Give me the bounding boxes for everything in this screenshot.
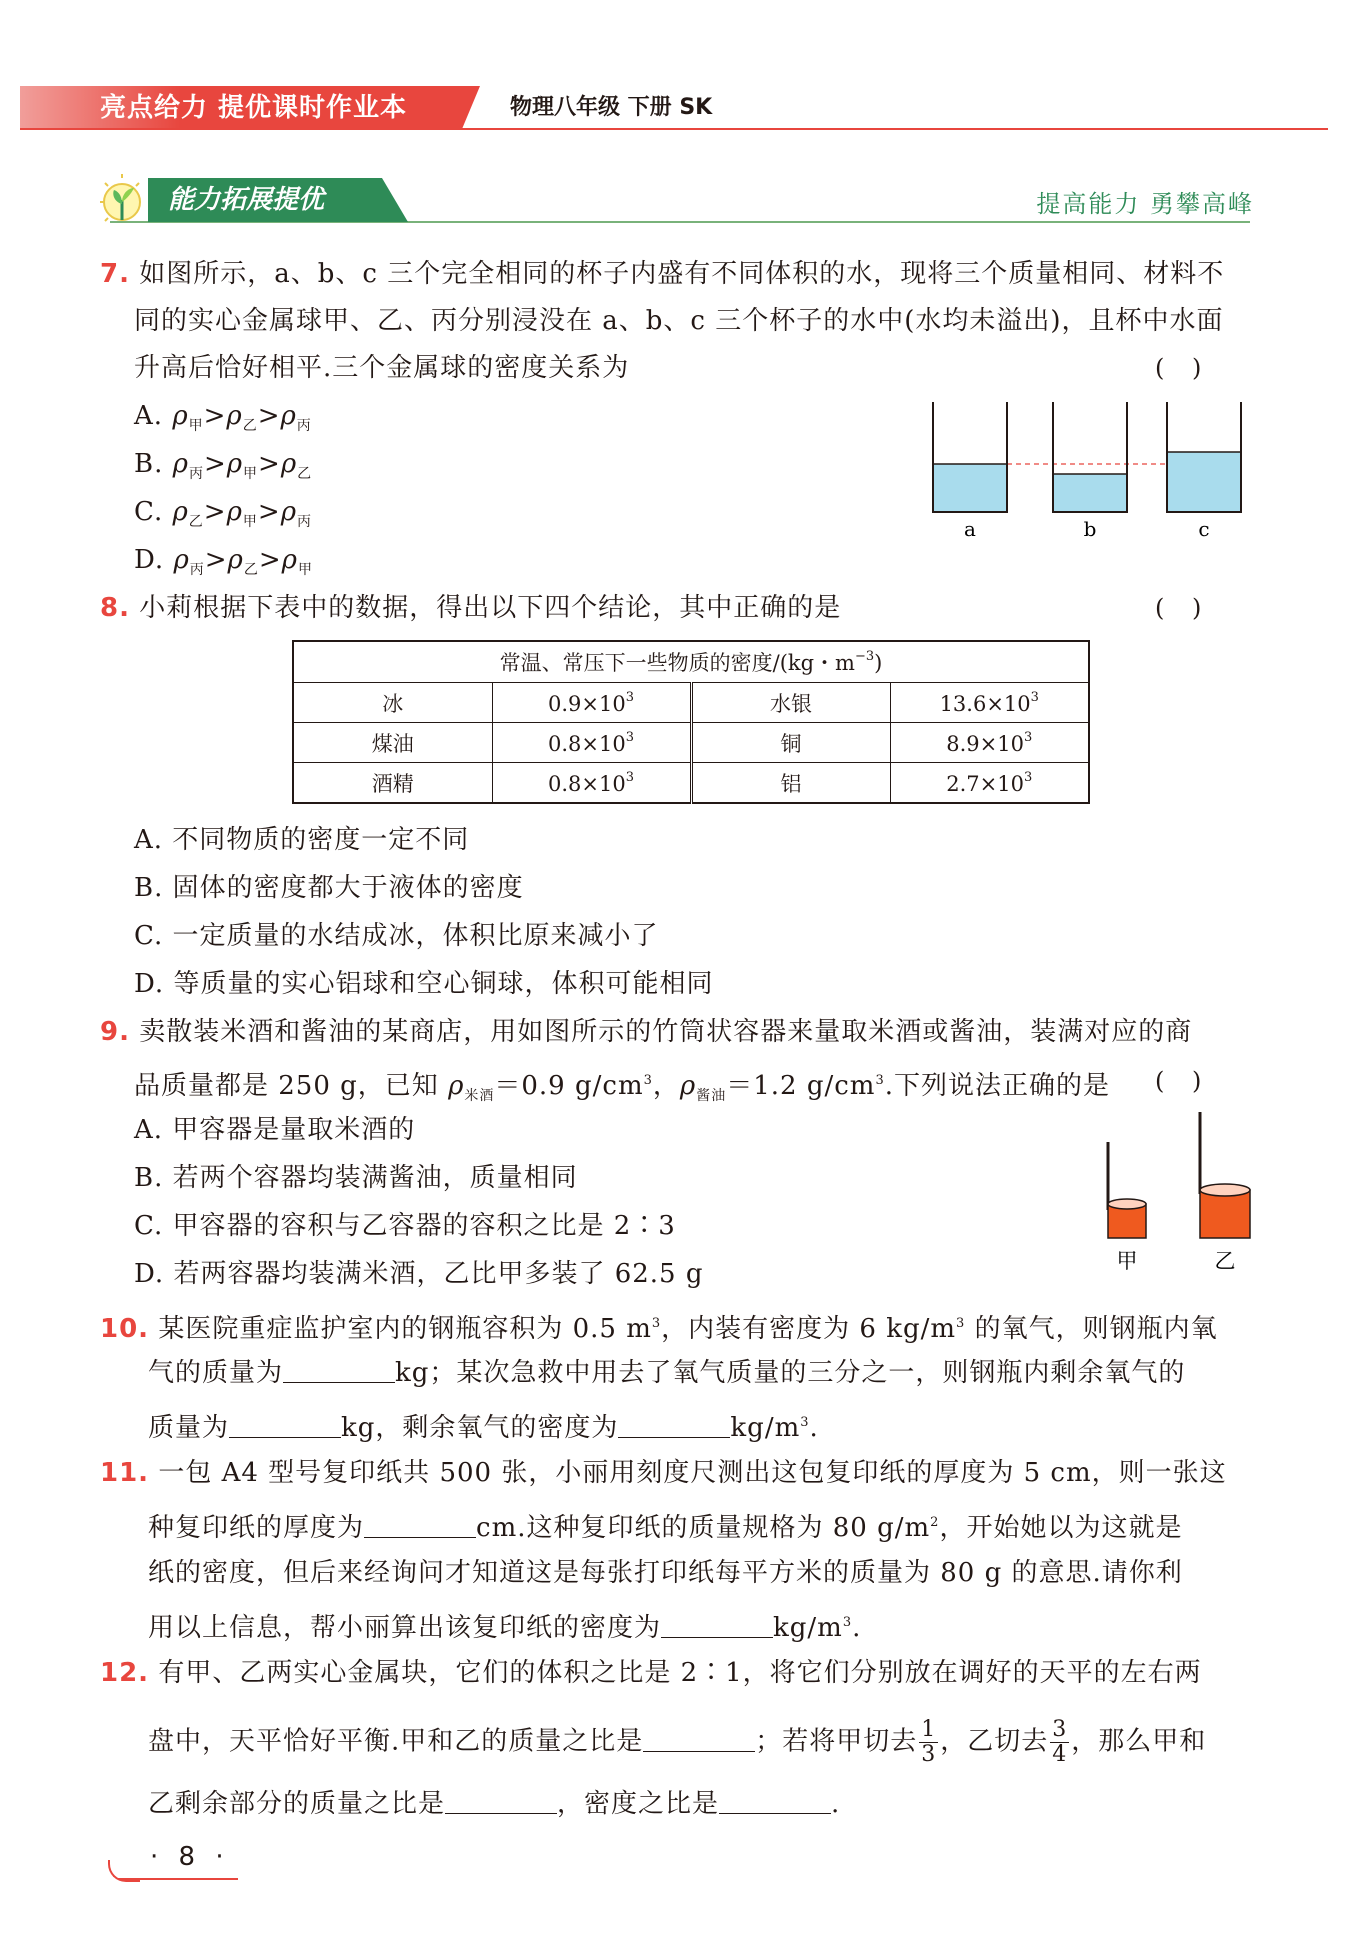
container-label-jia: 甲 (1116, 1249, 1138, 1273)
q7-line-1: 7. 如图所示，a、b、c 三个完全相同的杯子内盛有不同体积的水，现将三个质量相同、材料不 (100, 259, 1225, 289)
q12-number: 12. (100, 1658, 150, 1688)
cup-label-b: b (1083, 517, 1097, 541)
q10-blank-2[interactable] (229, 1413, 341, 1438)
q7-cups-figure (920, 398, 1250, 548)
q11-line-4: 用以上信息，帮小丽算出该复印纸的密度为 $kg/m^3$. (148, 1613, 862, 1643)
q7-option-d: D. $\rho_丙>\rho_乙>\rho_甲$ (134, 545, 313, 578)
q10-line-2: 气的质量为 kg；某次急救中用去了氧气质量的三分之一，则钢瓶内剩余氧气的 (148, 1358, 1186, 1388)
q9-option-b: B. 若两个容器均装满酱油，质量相同 (134, 1163, 578, 1193)
section-motto: 提高能力 勇攀高峰 (1036, 190, 1254, 218)
q11-number: 11. (100, 1458, 150, 1488)
q9-line-1: 9. 卖散装米酒和酱油的某商店，用如图所示的竹筒状容器来量取米酒或酱油，装满对应的商 (100, 1017, 1193, 1047)
q11-line-2: 种复印纸的厚度为 cm.这种复印纸的质量规格为 80 $g/m^2$，开始她以为这就是 (148, 1513, 1183, 1543)
q10-line-3: 质量为 kg，剩余氧气的密度为 $kg/m^3$. (148, 1413, 819, 1443)
q7-line-3: 升高后恰好相平.三个金属球的密度关系为 (134, 353, 630, 383)
section-title: 能力拓展提优 (168, 185, 325, 215)
q9-answer-paren: ( ) (1155, 1067, 1212, 1095)
q7-option-c: C. $\rho_乙>\rho_甲>\rho_丙$ (134, 497, 312, 530)
q12-line-2: 盘中，天平恰好平衡.甲和乙的质量之比是 ；若将甲切去 $\frac{1}{3}$ ，乙切去 $\frac{3}{4}$ ，那么甲和 (148, 1717, 1207, 1767)
header-rule (20, 128, 1328, 130)
series-title: 亮点给力 提优课时作业本 (100, 93, 408, 123)
q11-line-1: 11. 一包 A4 型号复印纸共 500 张，小丽用刻度尺测出这包复印纸的厚度为 5 cm，则一张这 (100, 1458, 1227, 1488)
table-row: 煤油 $0.8\times 10^3$ 铜 $8.9\times 10^3$ (293, 723, 1089, 763)
cup-a-water (933, 464, 1007, 512)
cup-label-a: a (964, 517, 976, 541)
q8-option-d: D. 等质量的实心铝球和空心铜球，体积可能相同 (134, 969, 714, 999)
container-label-yi: 乙 (1214, 1249, 1236, 1273)
sprout-icon (100, 174, 156, 230)
table-row: 冰 $0.9\times 10^3$ 水银 $13.6\times 10^3$ (293, 683, 1089, 723)
q9-option-c: C. 甲容器的容积与乙容器的容积之比是 2∶3 (134, 1211, 676, 1241)
fraction-one-third: $\frac{1}{3}$ (921, 1717, 937, 1767)
q9-number: 9. (100, 1017, 130, 1047)
q12-line-3: 乙剩余部分的质量之比是 ，密度之比是 . (148, 1789, 841, 1819)
cup-label-c: c (1198, 517, 1210, 541)
q11-line-3: 纸的密度，但后来经询问才知道这是每张打印纸每平方米的质量为 80 g 的意思.请你利 (148, 1558, 1183, 1588)
q7-option-b: B. $\rho_丙>\rho_甲>\rho_乙$ (134, 449, 313, 482)
table-row: 酒精 $0.8\times 10^3$ 铝 $2.7\times 10^3$ (293, 763, 1089, 804)
q10-blank-3[interactable] (618, 1413, 730, 1438)
q10-blank-1[interactable] (283, 1358, 395, 1383)
q9-option-a: A. 甲容器是量取米酒的 (134, 1115, 416, 1145)
cup-c-water (1167, 452, 1241, 512)
q9-line-2: 品质量都是 250 g，已知 $\rho_{米酒}=0.9$ $g/cm^3$，$\rho_{酱油}=1.2$ $g/cm^3$.下列说法正确的是 (134, 1071, 1110, 1104)
q8-answer-paren: ( ) (1155, 594, 1212, 622)
q8-number: 8. (100, 593, 130, 623)
q7-option-a: A. $\rho_甲>\rho_乙>\rho_丙$ (134, 401, 312, 434)
q12-blank-2[interactable] (445, 1789, 557, 1814)
q11-blank-2[interactable] (661, 1613, 773, 1638)
q8-option-c: C. 一定质量的水结成冰，体积比原来减小了 (134, 921, 659, 951)
q7-answer-paren: ( ) (1155, 354, 1212, 382)
subject-title: 物理八年级 下册 SK (510, 95, 713, 120)
q10-line-1: 10. 某医院重症监护室内的钢瓶容积为 0.5 $m^3$，内装有密度为 6 $kg/m^3$ 的氧气，则钢瓶内氧 (100, 1314, 1218, 1344)
q7-number: 7. (100, 259, 130, 289)
q12-blank-1[interactable] (643, 1727, 755, 1752)
q12-line-1: 12. 有甲、乙两实心金属块，它们的体积之比是 2∶1，将它们分别放在调好的天平的左右两 (100, 1658, 1202, 1688)
q10-number: 10. (100, 1314, 150, 1344)
page-number: · 8 · (150, 1842, 230, 1872)
table-caption: 常温、常压下一些物质的密度/(kg・$m^{-3}$) (293, 641, 1089, 683)
footer-rule (118, 1878, 238, 1880)
fraction-three-quarters: $\frac{3}{4}$ (1052, 1717, 1068, 1767)
cup-b-water (1053, 474, 1127, 512)
q9-option-d: D. 若两容器均装满米酒，乙比甲多装了 62.5 g (134, 1259, 704, 1289)
q7-line-2: 同的实心金属球甲、乙、丙分别浸没在 a、b、c 三个杯子的水中(水均未溢出)，且杯中水面 (134, 306, 1224, 336)
q11-blank-1[interactable] (364, 1513, 476, 1538)
q12-blank-3[interactable] (719, 1789, 831, 1814)
container-yi-body (1200, 1190, 1250, 1238)
q8-option-b: B. 固体的密度都大于液体的密度 (134, 873, 524, 903)
q8-stem: 8. 小莉根据下表中的数据，得出以下四个结论，其中正确的是 (100, 593, 842, 623)
q8-option-a: A. 不同物质的密度一定不同 (134, 825, 470, 855)
q9-containers-figure (1090, 1108, 1260, 1278)
density-table (292, 640, 1090, 804)
